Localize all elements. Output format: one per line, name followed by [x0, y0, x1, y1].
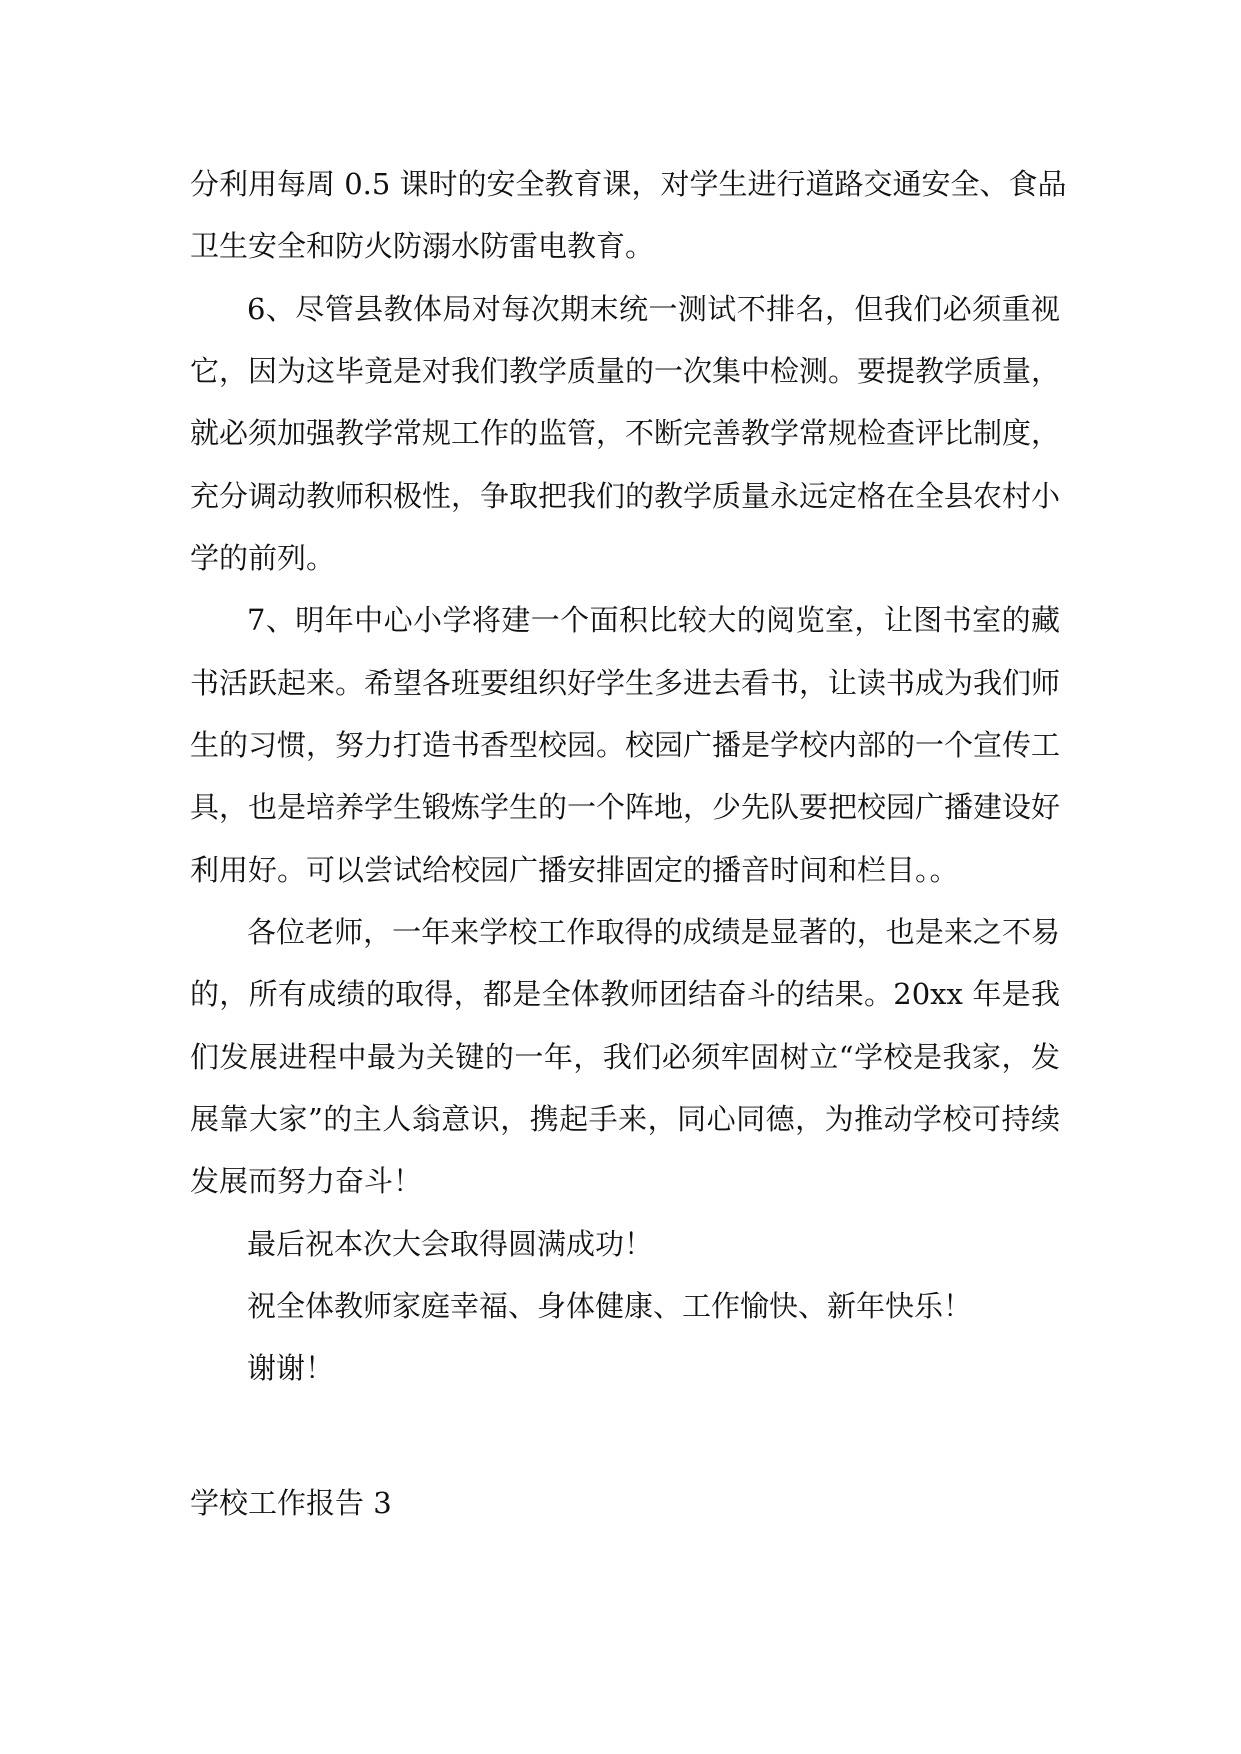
body-text-line: 卫生安全和防火防溺水防雷电教育。: [190, 229, 655, 263]
paragraph-7-first-line: 7、明年中心小学将建一个面积比较大的阅览室，让图书室的藏: [247, 603, 1060, 637]
body-text-line: 分利用每周 0.5 课时的安全教育课，对学生进行道路交通安全、食品: [190, 167, 1067, 201]
body-text-line: 的，所有成绩的取得，都是全体教师团结奋斗的结果。20xx 年是我: [190, 977, 1060, 1011]
body-text-line: 学的前列。: [190, 541, 336, 575]
body-text-line: 具，也是培养学生锻炼学生的一个阵地，少先队要把校园广播建设好: [190, 790, 1061, 824]
body-text-line: 发展而努力奋斗！: [190, 1164, 423, 1198]
body-text-line: 书活跃起来。希望各班要组织好学生多进去看书，让读书成为我们师: [190, 666, 1061, 700]
thanks-line: 谢谢！: [247, 1351, 335, 1385]
closing-paragraph-first-line: 各位老师，一年来学校工作取得的成绩是显著的，也是来之不易: [247, 915, 1060, 949]
body-text-line: 就必须加强教学常规工作的监管，不断完善教学常规检查评比制度，: [190, 416, 1061, 450]
paragraph-6-first-line: 6、尽管县教体局对每次期末统一测试不排名，但我们必须重视: [247, 292, 1060, 326]
body-text-line: 展靠大家”的主人翁意识，携起手来，同心同德，为推动学校可持续: [190, 1102, 1060, 1136]
body-text-line: 们发展进程中最为关键的一年，我们必须牢固树立“学校是我家，发: [190, 1040, 1060, 1074]
body-text-line: 生的习惯，努力打造书香型校园。校园广播是学校内部的一个宣传工: [190, 728, 1061, 762]
body-text-line: 它，因为这毕竟是对我们教学质量的一次集中检测。要提教学质量，: [190, 354, 1061, 388]
section-heading: 学校工作报告 3: [190, 1486, 392, 1520]
wish-line: 祝全体教师家庭幸福、身体健康、工作愉快、新年快乐！: [247, 1289, 973, 1323]
body-text-line: 充分调动教师积极性，争取把我们的教学质量永远定格在全县农村小: [190, 479, 1061, 513]
wish-line: 最后祝本次大会取得圆满成功！: [247, 1227, 654, 1261]
body-text-line: 利用好。可以尝试给校园广播安排固定的播音时间和栏目。。: [190, 853, 959, 887]
